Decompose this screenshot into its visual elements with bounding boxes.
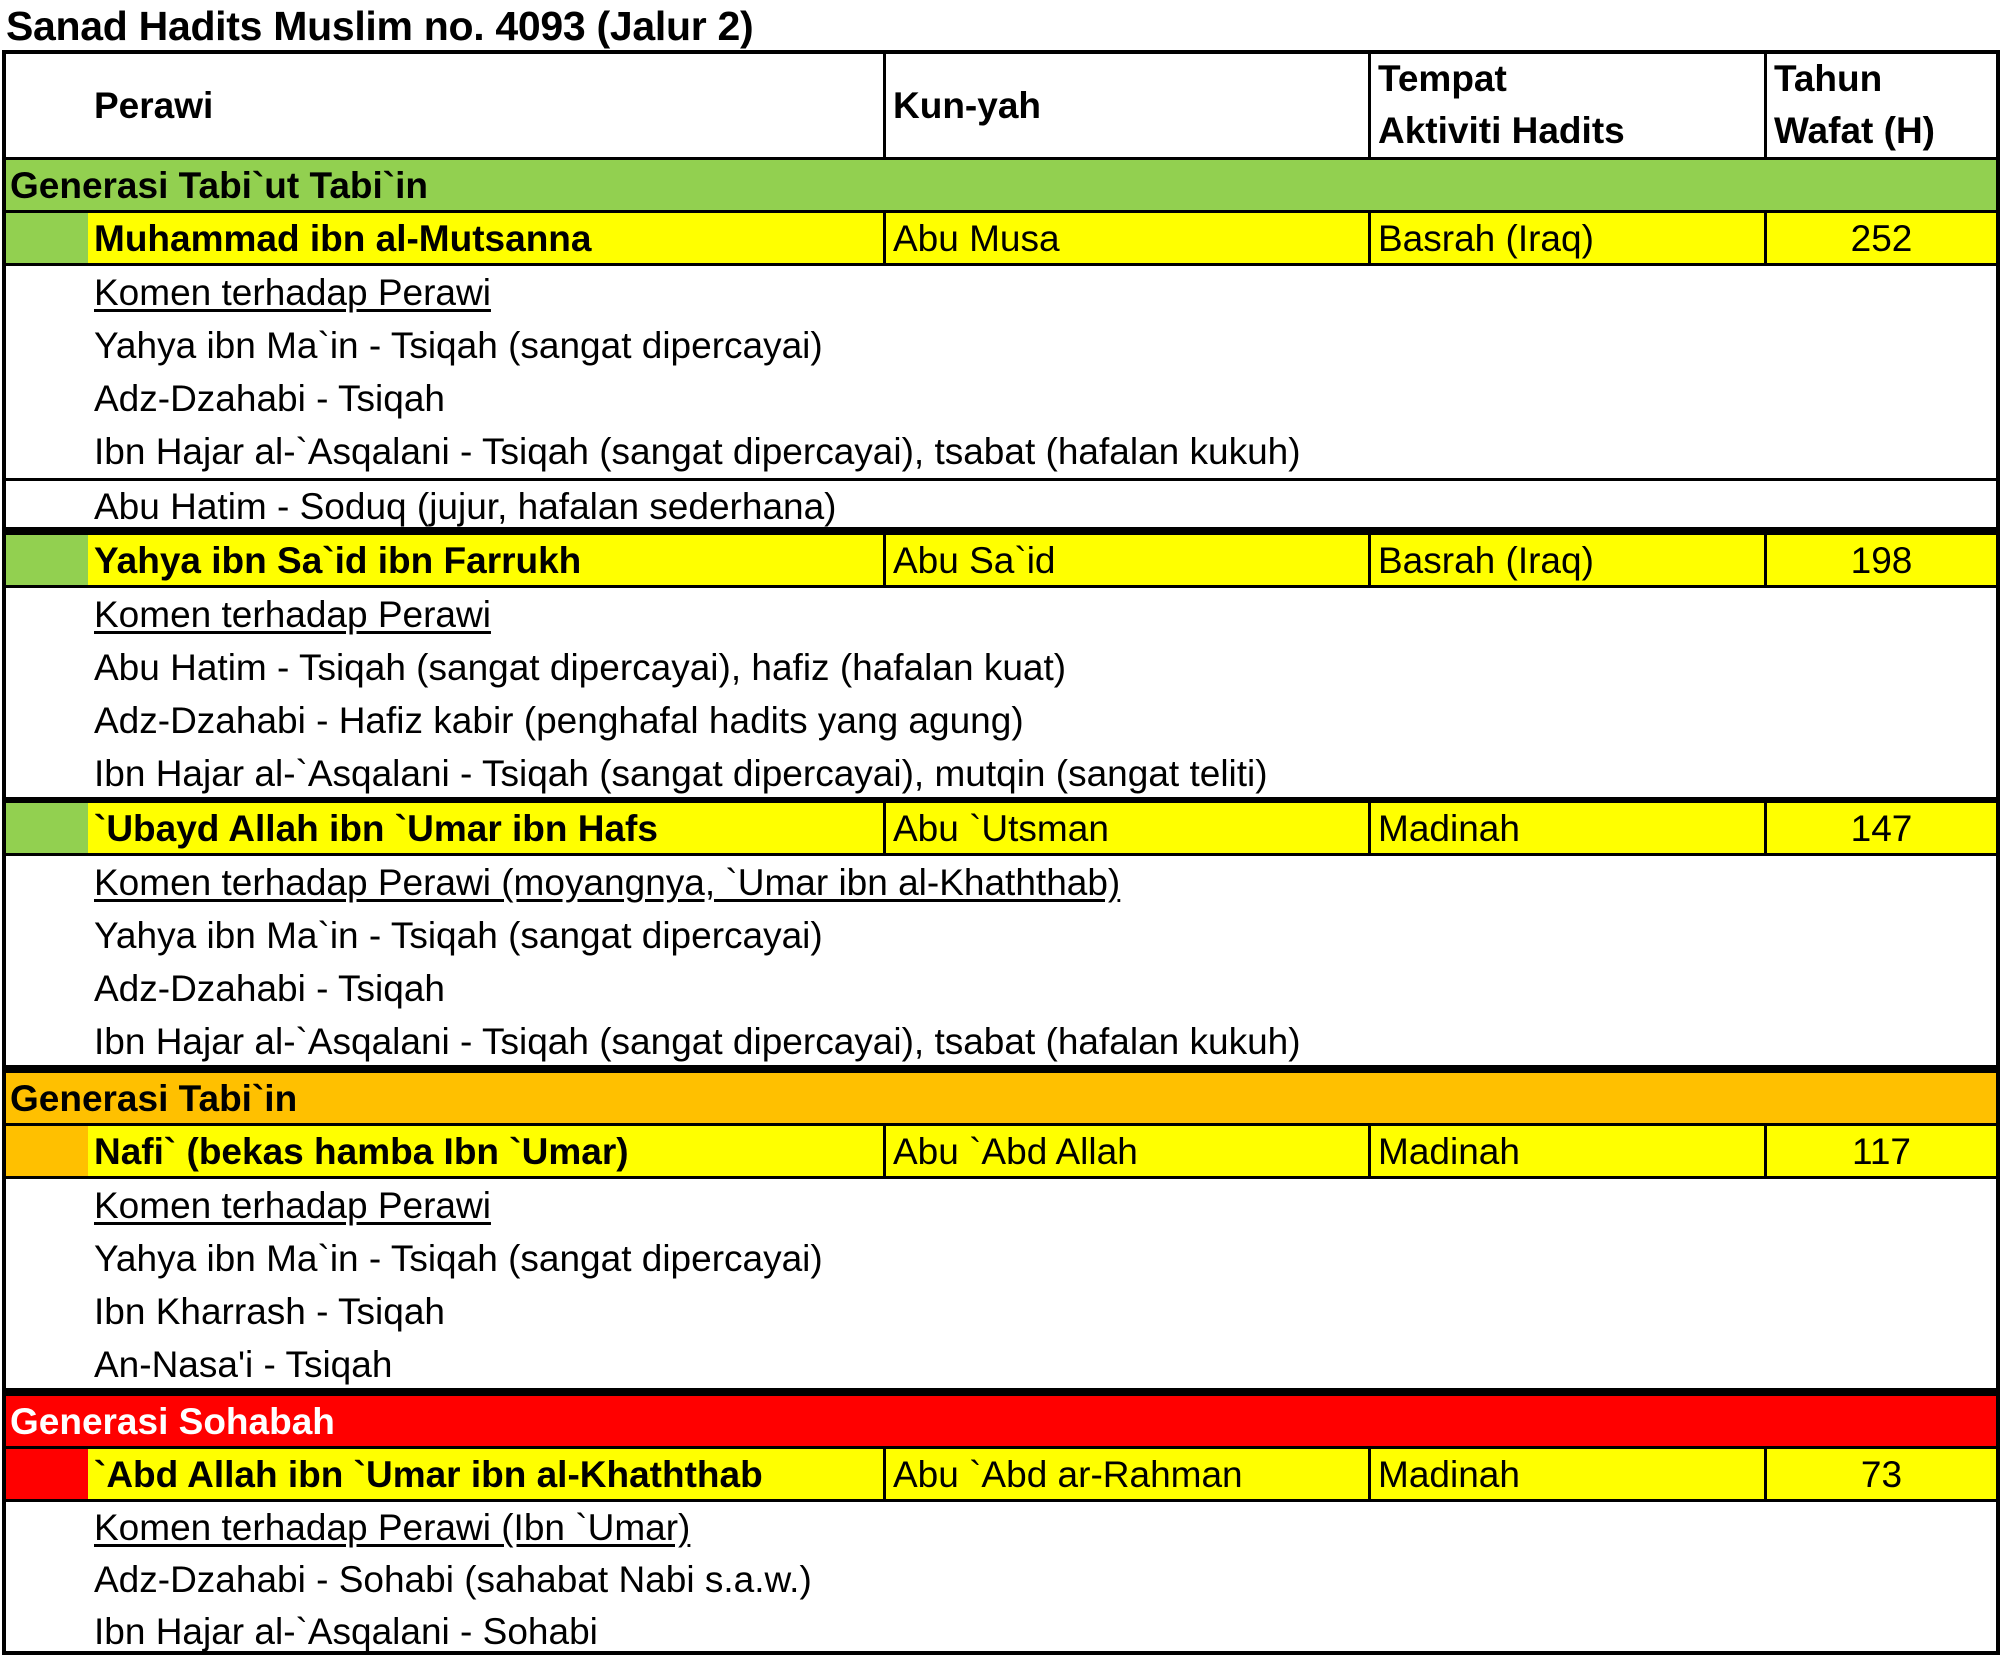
comment-heading: Komen terhadap Perawi — [94, 594, 491, 635]
col-divider — [883, 54, 886, 158]
comment-line: Ibn Hajar al-`Asqalani - Tsiqah (sangat dipercayai), mutqin (sangat teliti) — [94, 753, 1268, 794]
generation-swatch — [6, 213, 88, 263]
narrator-tempat: Basrah (Iraq) — [1378, 218, 1594, 259]
comment-line: Ibn Hajar al-`Asqalani - Sohabi — [94, 1611, 598, 1652]
comment-line: An-Nasa'i - Tsiqah — [94, 1344, 393, 1385]
narrator-kunyah: Abu `Abd ar-Rahman — [893, 1454, 1243, 1495]
col-divider — [883, 803, 886, 853]
col-divider — [1368, 213, 1371, 263]
col-divider — [1764, 54, 1767, 158]
comment-line: Ibn Hajar al-`Asqalani - Tsiqah (sangat dipercayai), tsabat (hafalan kukuh) — [94, 431, 1301, 472]
narrator-kunyah: Abu `Abd Allah — [893, 1131, 1138, 1172]
comment-heading: Komen terhadap Perawi — [94, 272, 491, 313]
comment-block — [6, 588, 1996, 800]
narrator-wafat: 147 — [1850, 808, 1913, 849]
narrator-row — [6, 803, 1996, 853]
narrator-kunyah: Abu `Utsman — [893, 808, 1109, 849]
narrator-row — [6, 1449, 1996, 1499]
generation-swatch — [6, 535, 88, 585]
comment-heading: Komen terhadap Perawi (Ibn `Umar) — [94, 1507, 691, 1548]
narrator-wafat: 117 — [1852, 1131, 1911, 1172]
comment-line: Adz-Dzahabi - Tsiqah — [94, 378, 445, 419]
narrator-tempat: Madinah — [1378, 808, 1520, 849]
header-tahun-line1: Tahun — [1774, 58, 1883, 99]
narrator-wafat: 252 — [1850, 218, 1913, 259]
narrator-row — [6, 213, 1996, 263]
comment-line: Yahya ibn Ma`in - Tsiqah (sangat dipercayai) — [94, 325, 823, 366]
narrator-wafat: 73 — [1860, 1454, 1903, 1495]
narrator-name: Muhammad ibn al-Mutsanna — [94, 218, 592, 259]
comment-line: Ibn Hajar al-`Asqalani - Tsiqah (sangat dipercayai), tsabat (hafalan kukuh) — [94, 1021, 1301, 1062]
table-header — [6, 54, 1996, 158]
col-divider — [1368, 535, 1371, 585]
narrator-kunyah: Abu Sa`id — [893, 540, 1056, 581]
header-kunyah: Kun-yah — [893, 85, 1041, 126]
col-divider — [883, 1126, 886, 1176]
narrator-name: Yahya ibn Sa`id ibn Farrukh — [94, 540, 582, 581]
generation-swatch — [6, 803, 88, 853]
comment-block — [6, 266, 1996, 530]
generation-swatch — [6, 1126, 88, 1176]
generation-row-tabiin — [6, 1073, 1996, 1123]
generation-row-tabiut-tabiin — [6, 160, 1996, 210]
header-tempat-line2: Aktiviti Hadits — [1378, 110, 1625, 151]
generation-label: Generasi Sohabah — [10, 1401, 335, 1442]
page-title: Sanad Hadits Muslim no. 4093 (Jalur 2) — [6, 3, 754, 49]
comment-line: Abu Hatim - Soduq (jujur, hafalan sederhana) — [94, 486, 837, 527]
col-divider — [1368, 803, 1371, 853]
comment-line: Adz-Dzahabi - Tsiqah — [94, 968, 445, 1009]
col-divider — [1368, 1449, 1371, 1499]
narrator-name: `Abd Allah ibn `Umar ibn al-Khaththab — [94, 1454, 763, 1495]
comment-block — [6, 1179, 1996, 1391]
comment-line: Adz-Dzahabi - Sohabi (sahabat Nabi s.a.w.) — [94, 1559, 812, 1600]
generation-label: Generasi Tabi`ut Tabi`in — [10, 165, 429, 206]
comment-line: Adz-Dzahabi - Hafiz kabir (penghafal hadits yang agung) — [94, 700, 1024, 741]
col-divider — [883, 1449, 886, 1499]
comment-heading: Komen terhadap Perawi (moyangnya, `Umar ibn al-Khaththab) — [94, 862, 1121, 903]
narrator-name: `Ubayd Allah ibn `Umar ibn Hafs — [94, 808, 658, 849]
comment-line: Yahya ibn Ma`in - Tsiqah (sangat dipercayai) — [94, 1238, 823, 1279]
header-tempat-line1: Tempat — [1378, 58, 1507, 99]
comment-line: Yahya ibn Ma`in - Tsiqah (sangat dipercayai) — [94, 915, 823, 956]
generation-label: Generasi Tabi`in — [10, 1078, 298, 1119]
generation-swatch — [6, 1449, 88, 1499]
col-divider — [883, 535, 886, 585]
comment-block — [6, 856, 1996, 1068]
generation-row-sohabah — [6, 1396, 1996, 1446]
narrator-tempat: Madinah — [1378, 1454, 1520, 1495]
comment-heading: Komen terhadap Perawi — [94, 1185, 491, 1226]
comment-block — [6, 1502, 1996, 1652]
narrator-wafat: 198 — [1850, 540, 1913, 581]
narrator-name: Nafi` (bekas hamba Ibn `Umar) — [94, 1131, 629, 1172]
narrator-row — [6, 1126, 1996, 1176]
divider-thick — [6, 1065, 1996, 1073]
col-divider — [1368, 54, 1371, 158]
narrator-row — [6, 535, 1996, 585]
header-tahun-line2: Wafat (H) — [1774, 110, 1935, 151]
header-perawi: Perawi — [94, 85, 214, 126]
comment-line: Abu Hatim - Tsiqah (sangat dipercayai), hafiz (hafalan kuat) — [94, 647, 1067, 688]
col-divider — [883, 213, 886, 263]
narrator-tempat: Madinah — [1378, 1131, 1520, 1172]
comment-line: Ibn Kharrash - Tsiqah — [94, 1291, 446, 1332]
narrator-tempat: Basrah (Iraq) — [1378, 540, 1594, 581]
sanad-table — [2, 50, 2000, 1655]
col-divider — [1368, 1126, 1371, 1176]
narrator-kunyah: Abu Musa — [893, 218, 1060, 259]
